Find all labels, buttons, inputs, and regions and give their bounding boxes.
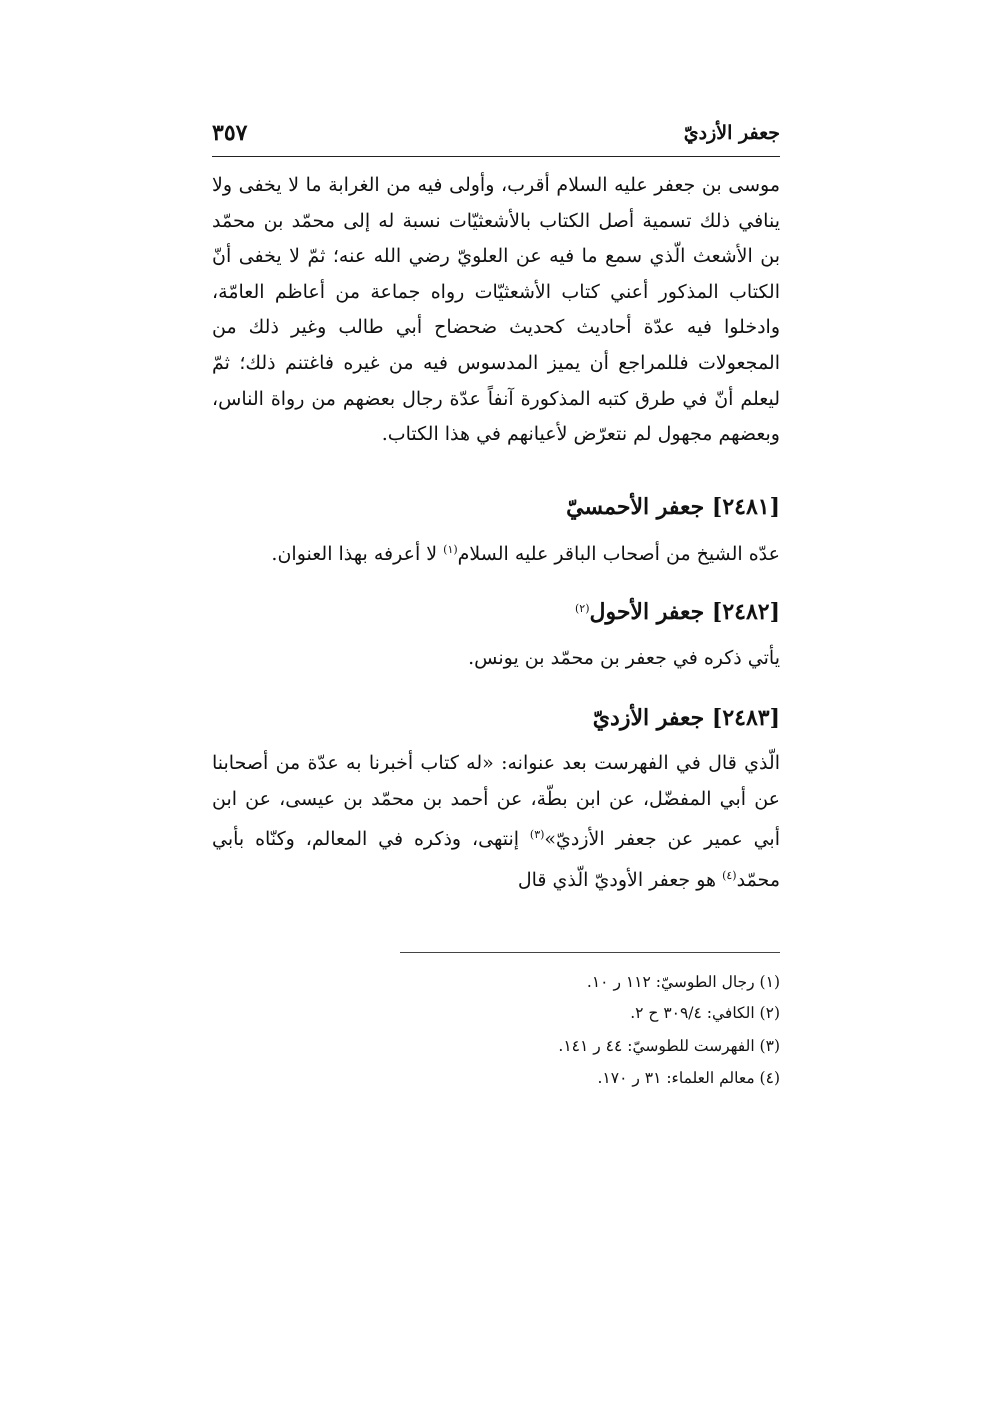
body-text-part1: الّذي قال في الفهرست بعد عنوانه: «له كتاب أخبرنا به عدّة من أصحابنا عن أبي المفضّل، عن ابن بطّة، عن أحمد بن محمّد بن عيسى، عن ابن أبي عمير عن جعفر الأزديّ»: [212, 752, 780, 851]
entry-body-2482: [468, 643, 780, 673]
entry-body-text: عدّه الشيخ من أصحاب الباقر عليه السلام: [457, 543, 780, 565]
page-header: [212, 120, 780, 156]
body-text-part3: هو جعفر الأوديّ الّذي قال: [517, 868, 723, 891]
footnote-ref-3: (٣): [529, 828, 545, 842]
footnote-2: (٢) الكافي: ٣٠٩/٤ ح ٢.: [630, 1004, 780, 1022]
body-text-part2: إنتهى، وذكره في المعالم، وكنّاه بأبي محمّد: [212, 828, 780, 891]
entry-body-2483: [212, 746, 780, 898]
entry-body-text-end: لا أعرفه بهذا العنوان.: [271, 543, 444, 565]
entry-title-2482: [575, 594, 780, 627]
entry-body-2481: [271, 535, 780, 569]
header-divider: [212, 156, 780, 157]
page-number: ٣٥٧: [212, 120, 248, 146]
footnote-ref-2: (٢): [574, 602, 590, 615]
running-title: جعفر الأزديّ: [683, 122, 780, 144]
entry-title-text: [٢٤٨٢] جعفر الأحول: [589, 599, 780, 625]
entry-title-2481: [566, 492, 780, 522]
footnote-ref-4: (٤): [722, 868, 737, 882]
footnote-ref-1: (١): [443, 543, 458, 556]
entry-body-text: يأتي ذكره في جعفر بن محمّد بن يونس.: [468, 647, 780, 669]
footnote-4: (٤) معالم العلماء: ٣١ ر ١٧٠.: [597, 1069, 780, 1087]
footnote-divider: [400, 952, 780, 953]
entry-title-2483: [593, 703, 780, 733]
footnote-1: (١) رجال الطوسيّ: ١١٢ ر ١٠.: [586, 973, 780, 991]
intro-paragraph: موسى بن جعفر عليه السلام أقرب، وأولى فيه من الغرابة ما لا يخفى ولا ينافي ذلك تسمية أصل الكتاب بالأشعثيّات نسبة له إلى محمّد بن محمّد بن الأشعث الّذي سمع ما فيه عن العلويّ رضي الله عنه؛ ثمّ لا يخفى أنّ الكتاب المذكور أعني كتاب الأشعثيّات رواه جماعة من أعاظم العامّة، وادخلوا فيه عدّة أحاديث كحديث ضحضاح أبي طالب وغير ذلك من المجعولات فللمراجع أن يميز المدسوس فيه من غيره فاغتنم ذلك؛ ثمّ ليعلم أنّ في طرق كتبه المذكورة آنفاً عدّة رجال بعضهم من رواة الناس، وبعضهم مجهول لم نتعرّض لأعيانهم في هذا الكتاب.: [212, 174, 780, 446]
entry-title-text: [٢٤٨٣] جعفر الأزديّ: [592, 705, 780, 731]
entry-title-text: [٢٤٨١] جعفر الأحمسيّ: [566, 494, 780, 520]
footnote-3: (٣) الفهرست للطوسيّ: ٤٤ ر ١٤١.: [558, 1037, 780, 1055]
